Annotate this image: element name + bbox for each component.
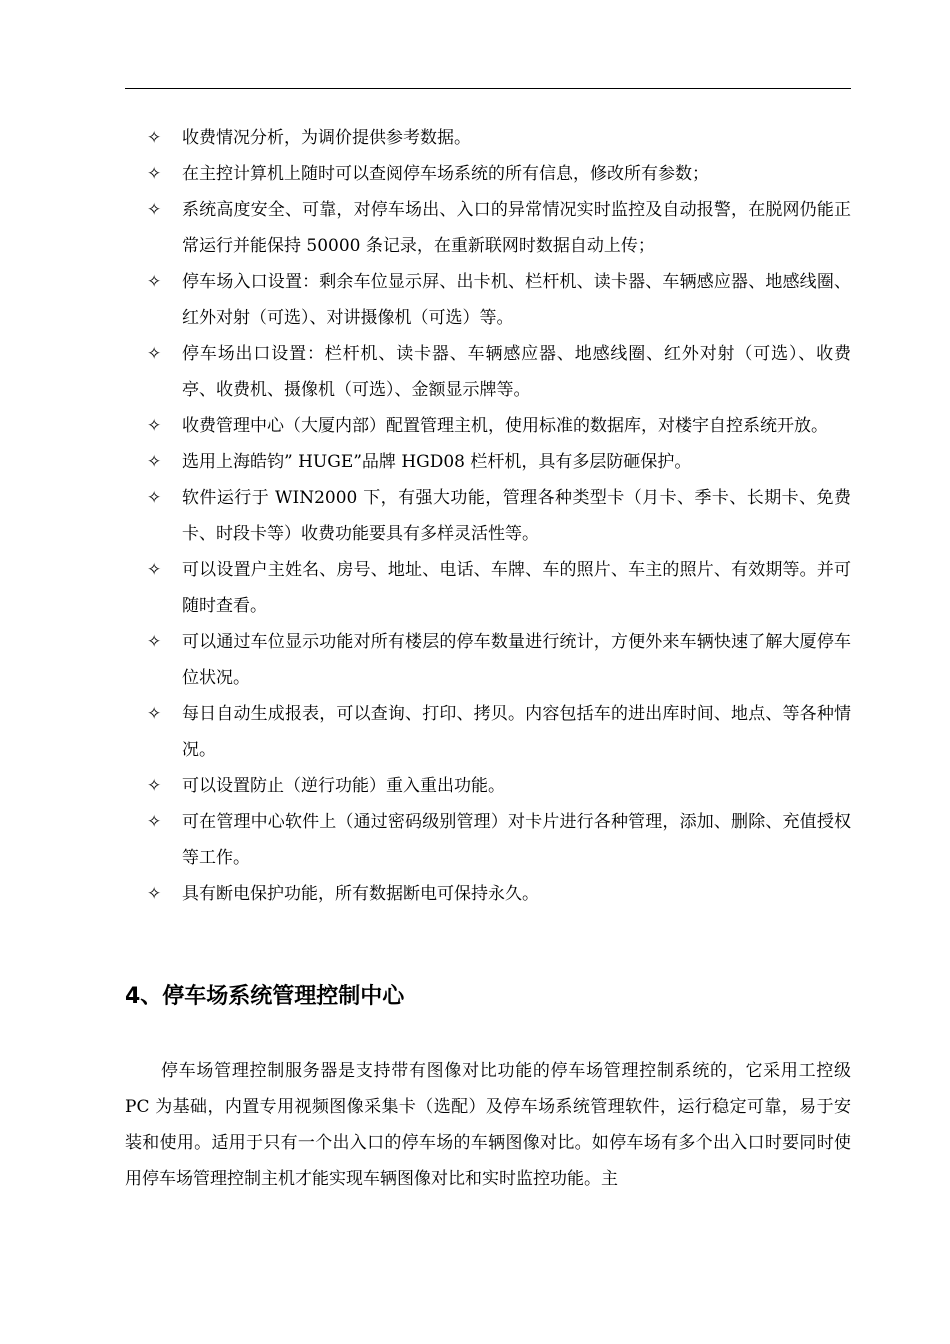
- list-item-text: 可以通过车位显示功能对所有楼层的停车数量进行统计，方便外来车辆快速了解大厦停车位状况。: [182, 632, 851, 688]
- list-item-text: 可以设置防止（逆行功能）重入重出功能。: [182, 776, 505, 796]
- list-item: [125, 696, 851, 768]
- section-paragraph: 停车场管理控制服务器是支持带有图像对比功能的停车场管理控制系统的，它采用工控级 PC 为基础，内置专用视频图像采集卡（选配）及停车场系统管理软件，运行稳定可靠，易于安装和使用。适用于只有一个出入口的停车场的车辆图像对比。如停车场有多个出入口时要同时使用停车场管理控制主机才能实现车辆图像对比和实时监控功能。主: [125, 1061, 851, 1189]
- list-item: [125, 804, 851, 876]
- list-item: [125, 120, 851, 156]
- diamond-outline-icon: ✧: [147, 128, 162, 148]
- list-item: [125, 624, 851, 696]
- diamond-outline-icon: ✧: [147, 884, 162, 904]
- diamond-outline-icon: ✧: [147, 200, 162, 220]
- diamond-outline-icon: ✧: [147, 164, 162, 184]
- diamond-outline-icon: ✧: [147, 344, 162, 364]
- diamond-outline-icon: ✧: [147, 776, 162, 796]
- list-item-text: 具有断电保护功能，所有数据断电可保持永久。: [182, 884, 539, 904]
- list-item: [125, 156, 851, 192]
- list-item: [125, 264, 851, 336]
- list-item: [125, 444, 851, 480]
- list-item-text: 可在管理中心软件上（通过密码级别管理）对卡片进行各种管理，添加、删除、充值授权等工作。: [182, 812, 851, 868]
- list-item: [125, 552, 851, 624]
- diamond-outline-icon: ✧: [147, 560, 162, 580]
- list-item-text: 停车场入口设置：剩余车位显示屏、出卡机、栏杆机、读卡器、车辆感应器、地感线圈、红外对射（可选）、对讲摄像机（可选）等。: [182, 272, 851, 328]
- diamond-outline-icon: ✧: [147, 488, 162, 508]
- list-item: [125, 336, 851, 408]
- feature-list: [125, 120, 851, 912]
- list-item-text: 选用上海皓钧” HUGE”品牌 HGD08 栏杆机，具有多层防砸保护。: [182, 452, 692, 472]
- diamond-outline-icon: ✧: [147, 452, 162, 472]
- list-item-text: 停车场出口设置：栏杆机、读卡器、车辆感应器、地感线圈、红外对射（可选）、收费亭、收费机、摄像机（可选）、金额显示牌等。: [182, 344, 851, 400]
- list-item-text: 收费管理中心（大厦内部）配置管理主机，使用标准的数据库，对楼宇自控系统开放。: [182, 416, 828, 436]
- list-item: [125, 408, 851, 444]
- header-rule: [125, 88, 851, 89]
- list-item-text: 软件运行于 WIN2000 下，有强大功能，管理各种类型卡（月卡、季卡、长期卡、免费卡、时段卡等）收费功能要具有多样灵活性等。: [182, 488, 851, 544]
- diamond-outline-icon: ✧: [147, 416, 162, 436]
- diamond-outline-icon: ✧: [147, 272, 162, 292]
- list-item-text: 可以设置户主姓名、房号、地址、电话、车牌、车的照片、车主的照片、有效期等。并可随时查看。: [182, 560, 851, 616]
- list-item-text: 系统高度安全、可靠，对停车场出、入口的异常情况实时监控及自动报警，在脱网仍能正常运行并能保持 50000 条记录，在重新联网时数据自动上传；: [182, 200, 851, 256]
- list-item-text: 每日自动生成报表，可以查询、打印、拷贝。内容包括车的进出库时间、地点、等各种情况。: [182, 704, 851, 760]
- list-item-text: 收费情况分析，为调价提供参考数据。: [182, 128, 471, 148]
- diamond-outline-icon: ✧: [147, 812, 162, 832]
- diamond-outline-icon: ✧: [147, 704, 162, 724]
- list-item: [125, 768, 851, 804]
- list-item: [125, 876, 851, 912]
- list-item-text: 在主控计算机上随时可以查阅停车场系统的所有信息，修改所有参数；: [182, 164, 709, 184]
- diamond-outline-icon: ✧: [147, 632, 162, 652]
- section-heading: 4、停车场系统管理控制中心: [125, 984, 405, 1009]
- list-item: [125, 480, 851, 552]
- list-item: [125, 192, 851, 264]
